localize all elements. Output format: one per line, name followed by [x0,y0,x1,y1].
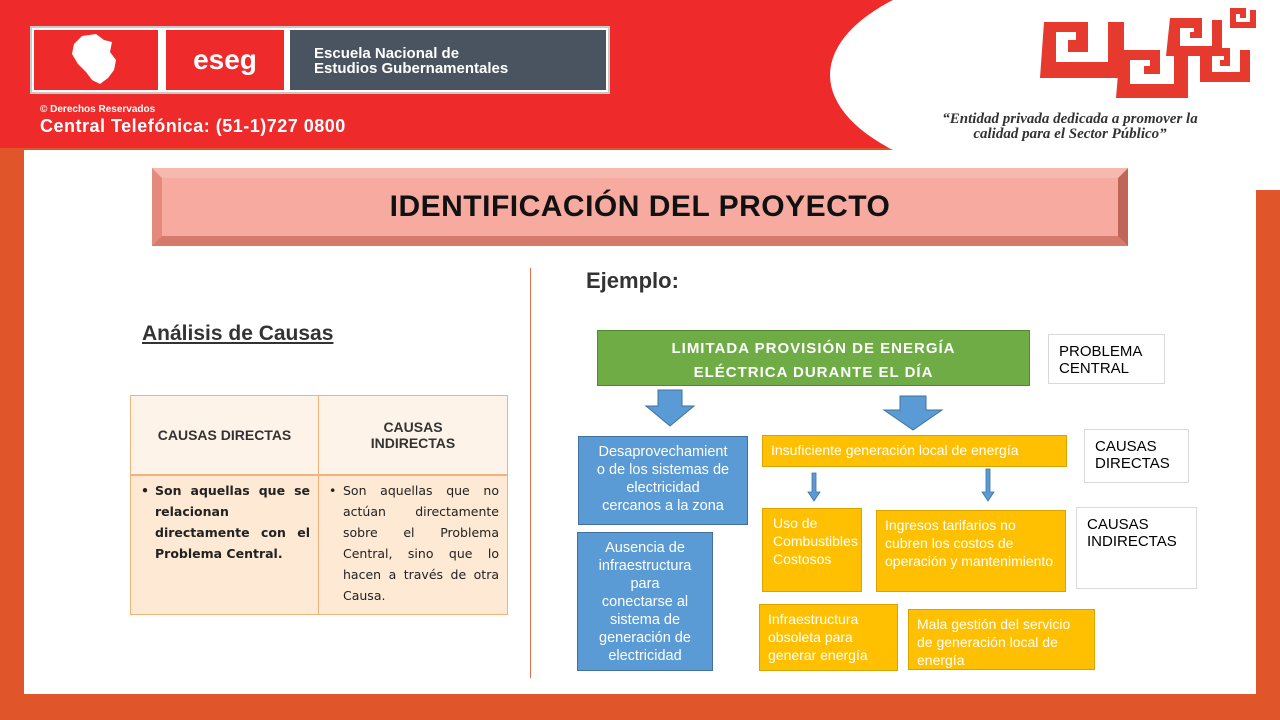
bullet-icon: • [329,483,337,498]
analysis-heading: Análisis de Causas [142,322,334,345]
indirect-description: Son aquellas que no actúan directamente sobre el Problema Central, sino que lo hacen a través de otra Causa. [343,483,499,603]
vertical-divider [530,268,531,678]
page-title: IDENTIFICACIÓN DEL PROYECTO [162,178,1118,236]
central-problem-line2: ELÉCTRICA DURANTE EL DÍA [693,364,934,381]
motto-line1: “Entidad privada dedicada a promover la [942,111,1198,127]
table-cell-indirect [318,475,508,615]
small-down-arrow-icon [806,472,822,502]
example-heading: Ejemplo: [586,268,679,293]
central-problem-line1: LIMITADA PROVISIÓN DE ENERGÍA [671,340,956,357]
label-problem-central: PROBLEMA CENTRAL [1048,334,1165,384]
table-header-indirect: CAUSAS INDIRECTAS [318,395,508,475]
label-causas-indirectas: CAUSAS INDIRECTAS [1076,507,1197,589]
blue2-line6: generación de [599,630,691,646]
motto-text [880,112,1260,142]
school-name-line2: Estudios Gubernamentales [314,60,509,77]
indirect-cause-poor-management: Mala gestión del servicio de generación local de energía [908,609,1095,670]
blue2-line7: electricidad [608,648,682,664]
central-problem-box [597,330,1030,386]
greek-key-logo-icon [1040,4,1260,104]
label-causas-directas: CAUSAS DIRECTAS [1084,429,1189,483]
blue1-line1: Desaprovechamient [598,444,728,460]
blue2-line4: conectarse al [601,594,689,610]
direct-cause-unused-systems [578,436,748,525]
indirect-cause-tariff-income: Ingresos tarifarios no cubren los costos de operación y mantenimiento [876,510,1066,592]
blue1-line2: o de los sistemas de [596,462,730,478]
blue2-line5: sistema de [609,612,681,628]
indirect-cause-costly-fuel: Uso de Combustibles Costosos [762,508,862,592]
table-cell-direct [130,475,319,615]
eseg-logo-text: eseg [166,30,284,90]
blue1-line4: cercanos a la zona [602,498,724,514]
phone-text: Central Telefónica: (51-1)727 0800 [40,116,346,136]
peru-map-icon [34,30,158,90]
blue2-line3: para [630,576,660,592]
table-header-direct: CAUSAS DIRECTAS [130,395,319,475]
indirect-cause-no-infrastructure [577,532,713,671]
school-name-line1: Escuela Nacional de [314,45,460,62]
blue2-line2: infraestructura [598,558,692,574]
motto-line2: calidad para el Sector Público” [973,126,1167,142]
bullet-icon: • [141,483,149,498]
small-down-arrow-icon [980,468,996,502]
indirect-cause-obsolete-infrastructure: Infraestructura obsoleta para generar energía [759,604,898,671]
copyright-text: © Derechos Reservados [40,104,156,115]
direct-cause-insufficient-generation: Insuficiente generación local de energía [762,435,1067,467]
down-arrow-icon [880,394,946,432]
down-arrow-icon [640,388,700,428]
blue2-line1: Ausencia de [605,540,685,556]
peru-map-cell [34,30,158,90]
school-name [290,30,606,90]
blue1-line3: electricidad [626,480,700,496]
direct-description: Son aquellas que se relacionan directamente con el Problema Central. [155,483,310,561]
